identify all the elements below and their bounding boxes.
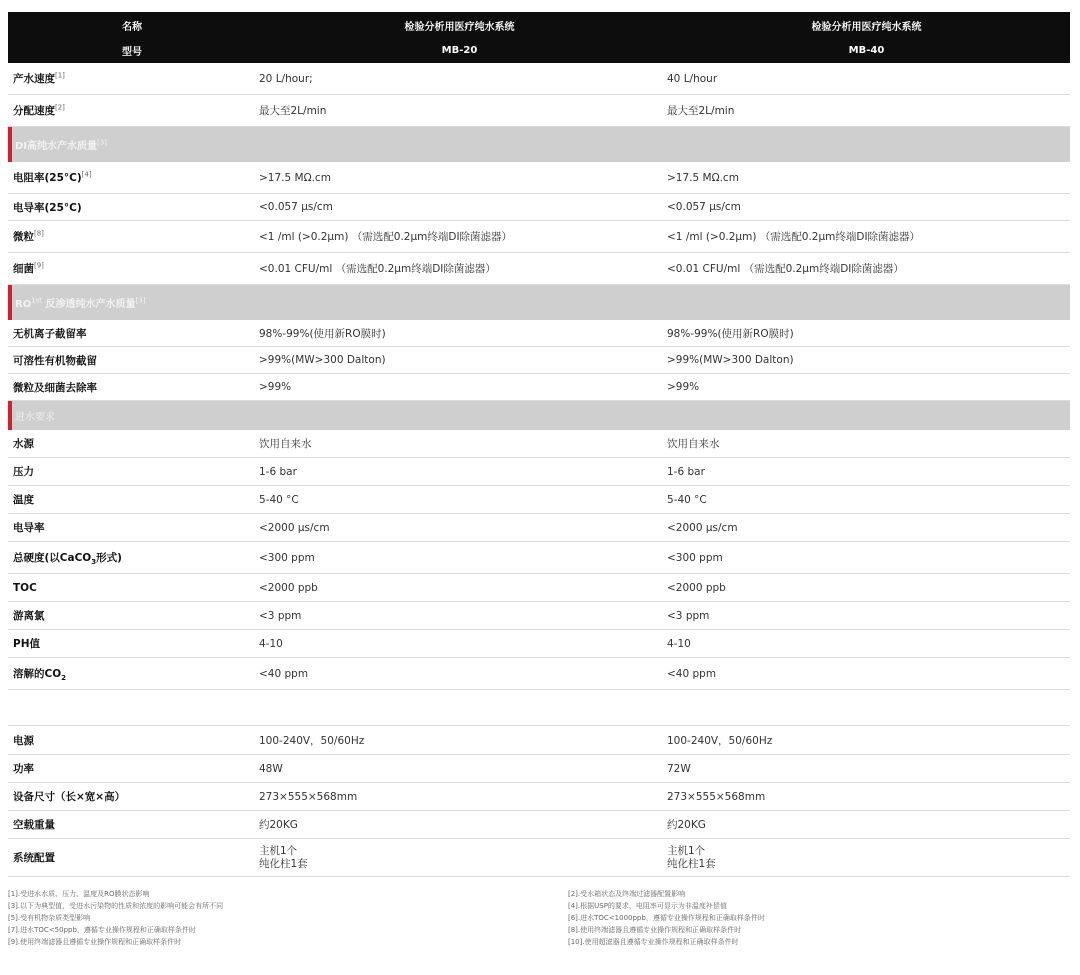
table-row bbox=[8, 514, 1070, 542]
value-b: <2000 ppb bbox=[667, 581, 726, 594]
value-b: 主机1个 纯化柱1套 bbox=[667, 844, 716, 870]
footnote: [4].根据USP的要求，电阻率可显示为非温度补偿值 bbox=[568, 902, 727, 910]
value-a: 最大至2L/min bbox=[259, 105, 327, 117]
row-label: 设备尺寸（长×宽×高） bbox=[13, 791, 126, 803]
header-label-model: 型号 bbox=[122, 47, 142, 58]
section-title: 进水要求 bbox=[15, 412, 55, 423]
table-row bbox=[8, 320, 1070, 347]
value-a: <2000 μs/cm bbox=[259, 521, 330, 534]
table-row bbox=[8, 574, 1070, 602]
header-model-b: MB-40 bbox=[848, 45, 885, 56]
footnote-ref: [3] bbox=[135, 296, 146, 305]
value-b: <1 /ml (>0.2μm) （需选配0.2μm终端DI除菌滤器） bbox=[667, 231, 921, 243]
footnotes bbox=[8, 888, 1070, 948]
value-b: 273×555×568mm bbox=[667, 790, 766, 803]
footnote-ref: [1] bbox=[55, 71, 65, 80]
value-b: 4-10 bbox=[667, 637, 691, 650]
value-a: <3 ppm bbox=[259, 609, 302, 622]
value-b: <2000 μs/cm bbox=[667, 521, 738, 534]
row-label: 功率 bbox=[13, 763, 34, 775]
row-label: 微粒及细菌去除率 bbox=[13, 381, 97, 394]
row-label: 电阻率(25°C)[4] bbox=[13, 170, 92, 184]
table-row bbox=[8, 95, 1070, 127]
section-title: DI高纯水产水质量[3] bbox=[15, 138, 107, 152]
value-a: 饮用自来水 bbox=[259, 438, 312, 450]
section-header-feed bbox=[8, 401, 1070, 430]
footnote: [3].以下为典型值，受进水污染物的性质和浓度的影响可能会有所不同 bbox=[8, 902, 224, 910]
footnote: [5].受有机物杂质类型影响 bbox=[8, 914, 91, 922]
table-row bbox=[8, 458, 1070, 486]
table-row bbox=[8, 542, 1070, 574]
value-b: 饮用自来水 bbox=[667, 438, 720, 450]
table-row bbox=[8, 253, 1070, 285]
header-row-name bbox=[8, 12, 1070, 38]
row-label: 无机离子截留率 bbox=[13, 327, 87, 340]
footnote-ref: [2] bbox=[55, 103, 65, 112]
row-label: 产水速度[1] bbox=[13, 71, 65, 85]
header-row-model bbox=[8, 38, 1070, 63]
row-label: 压力 bbox=[13, 466, 34, 478]
table-row bbox=[8, 162, 1070, 194]
footnote: [6].进水TOC<1000ppb，遵循专业操作规程和正确取样条件时 bbox=[568, 914, 765, 922]
row-label: 游离氯 bbox=[13, 610, 45, 622]
row-label: 电导率(25°C) bbox=[13, 201, 82, 214]
value-b: 72W bbox=[667, 762, 691, 775]
value-a: <0.057 μs/cm bbox=[259, 201, 333, 213]
value-b: 1-6 bar bbox=[667, 465, 705, 478]
value-a: >99%(MW>300 Dalton) bbox=[259, 354, 386, 366]
value-b: >99% bbox=[667, 381, 700, 393]
value-b: >17.5 MΩ.cm bbox=[667, 171, 739, 184]
table-row bbox=[8, 347, 1070, 374]
value-b: 98%-99%(使用新RO膜时) bbox=[667, 327, 794, 340]
value-a: <0.01 CFU/ml （需选配0.2μm终端DI除菌滤器） bbox=[259, 263, 496, 275]
row-label: 总硬度(以CaCO$_3$形式) bbox=[13, 552, 122, 567]
value-a: 273×555×568mm bbox=[259, 790, 358, 803]
value-a: 98%-99%(使用新RO膜时) bbox=[259, 327, 386, 340]
row-label: 分配速度[2] bbox=[13, 103, 65, 117]
value-b: <0.057 μs/cm bbox=[667, 201, 741, 213]
value-a: 1-6 bar bbox=[259, 465, 297, 478]
footnote-ref: [4] bbox=[81, 170, 92, 179]
table-row bbox=[8, 602, 1070, 630]
table-row bbox=[8, 221, 1070, 253]
footnote-ref: [3] bbox=[97, 138, 107, 147]
footnote: [2].受水箱状态及终端过滤器配置影响 bbox=[568, 890, 686, 898]
value-a: >17.5 MΩ.cm bbox=[259, 171, 331, 184]
footnote: [9].使用终端滤器且遵循专业操作规程和正确取样条件时 bbox=[8, 938, 182, 946]
value-b: <3 ppm bbox=[667, 609, 710, 622]
row-label: 细菌[9] bbox=[13, 261, 44, 275]
header-label-name: 名称 bbox=[122, 21, 142, 33]
header-product-b: 检验分析用医疗纯水系统 bbox=[811, 21, 922, 33]
value-a: 4-10 bbox=[259, 637, 283, 650]
table-row bbox=[8, 430, 1070, 458]
section-title: $RO^{1st}$ 反渗透纯水产水质量[3] bbox=[15, 296, 146, 310]
value-b: >99%(MW>300 Dalton) bbox=[667, 354, 794, 366]
value-b: 最大至2L/min bbox=[667, 105, 735, 117]
row-label: 微粒[8] bbox=[13, 229, 44, 243]
section-header-di bbox=[8, 127, 1070, 162]
row-label: TOC bbox=[13, 581, 37, 594]
value-a: 5-40 °C bbox=[259, 493, 299, 506]
value-a: 主机1个 纯化柱1套 bbox=[259, 844, 308, 870]
header-product-a: 检验分析用医疗纯水系统 bbox=[404, 21, 515, 33]
value-a: <300 ppm bbox=[259, 551, 315, 564]
table-row bbox=[8, 839, 1070, 877]
table-row bbox=[8, 658, 1070, 690]
footnotes-left bbox=[8, 888, 568, 948]
value-b: 40 L/hour bbox=[667, 72, 718, 85]
table-row bbox=[8, 194, 1070, 221]
value-a: >99% bbox=[259, 381, 292, 393]
footnote-ref: [9] bbox=[34, 261, 44, 270]
value-b: <0.01 CFU/ml （需选配0.2μm终端DI除菌滤器） bbox=[667, 263, 904, 275]
spacer-row bbox=[8, 690, 1070, 726]
value-a: <40 ppm bbox=[259, 667, 309, 680]
table-row bbox=[8, 811, 1070, 839]
row-label: 水源 bbox=[13, 438, 34, 450]
value-a: 20 L/hour; bbox=[259, 72, 313, 85]
value-b: <300 ppm bbox=[667, 551, 723, 564]
section-header-ro bbox=[8, 285, 1070, 320]
row-label: 溶解的$CO_2$ bbox=[13, 668, 67, 683]
value-b: 100-240V，50/60Hz bbox=[667, 734, 773, 747]
table-row bbox=[8, 374, 1070, 401]
footnote: [1].受进水水质、压力、温度及RO膜状态影响 bbox=[8, 890, 150, 898]
footnote: [8].使用终端滤器且遵循专业操作规程和正确取样条件时 bbox=[568, 926, 742, 934]
row-label: 空载重量 bbox=[13, 819, 55, 831]
value-a: <2000 ppb bbox=[259, 581, 318, 594]
table-row bbox=[8, 63, 1070, 95]
footnote-ref: [8] bbox=[34, 229, 44, 238]
footnote: [10].使用超滤器且遵循专业操作规程和正确取样条件时 bbox=[568, 938, 739, 946]
header-model-a: MB-20 bbox=[441, 45, 478, 56]
value-b: <40 ppm bbox=[667, 667, 717, 680]
table-row bbox=[8, 755, 1070, 783]
footnote: [7].进水TOC<50ppb，遵循专业操作规程和正确取样条件时 bbox=[8, 926, 196, 934]
table-row bbox=[8, 783, 1070, 811]
value-b: 约20KG bbox=[667, 819, 706, 831]
table-row bbox=[8, 486, 1070, 514]
value-a: <1 /ml (>0.2μm) （需选配0.2μm终端DI除菌滤器） bbox=[259, 231, 513, 243]
row-label: 系统配置 bbox=[13, 852, 55, 864]
footnotes-right bbox=[568, 888, 1068, 948]
row-label: 电源 bbox=[13, 734, 34, 747]
value-a: 100-240V，50/60Hz bbox=[259, 734, 365, 747]
row-label: 可溶性有机物截留 bbox=[13, 354, 97, 367]
table-row bbox=[8, 726, 1070, 755]
row-label: PH值 bbox=[13, 638, 40, 650]
row-label: 温度 bbox=[13, 494, 34, 506]
table-row bbox=[8, 630, 1070, 658]
value-a: 48W bbox=[259, 762, 283, 775]
spec-table bbox=[8, 12, 1070, 877]
row-label: 电导率 bbox=[13, 522, 45, 534]
value-a: 约20KG bbox=[259, 819, 298, 831]
value-b: 5-40 °C bbox=[667, 493, 707, 506]
